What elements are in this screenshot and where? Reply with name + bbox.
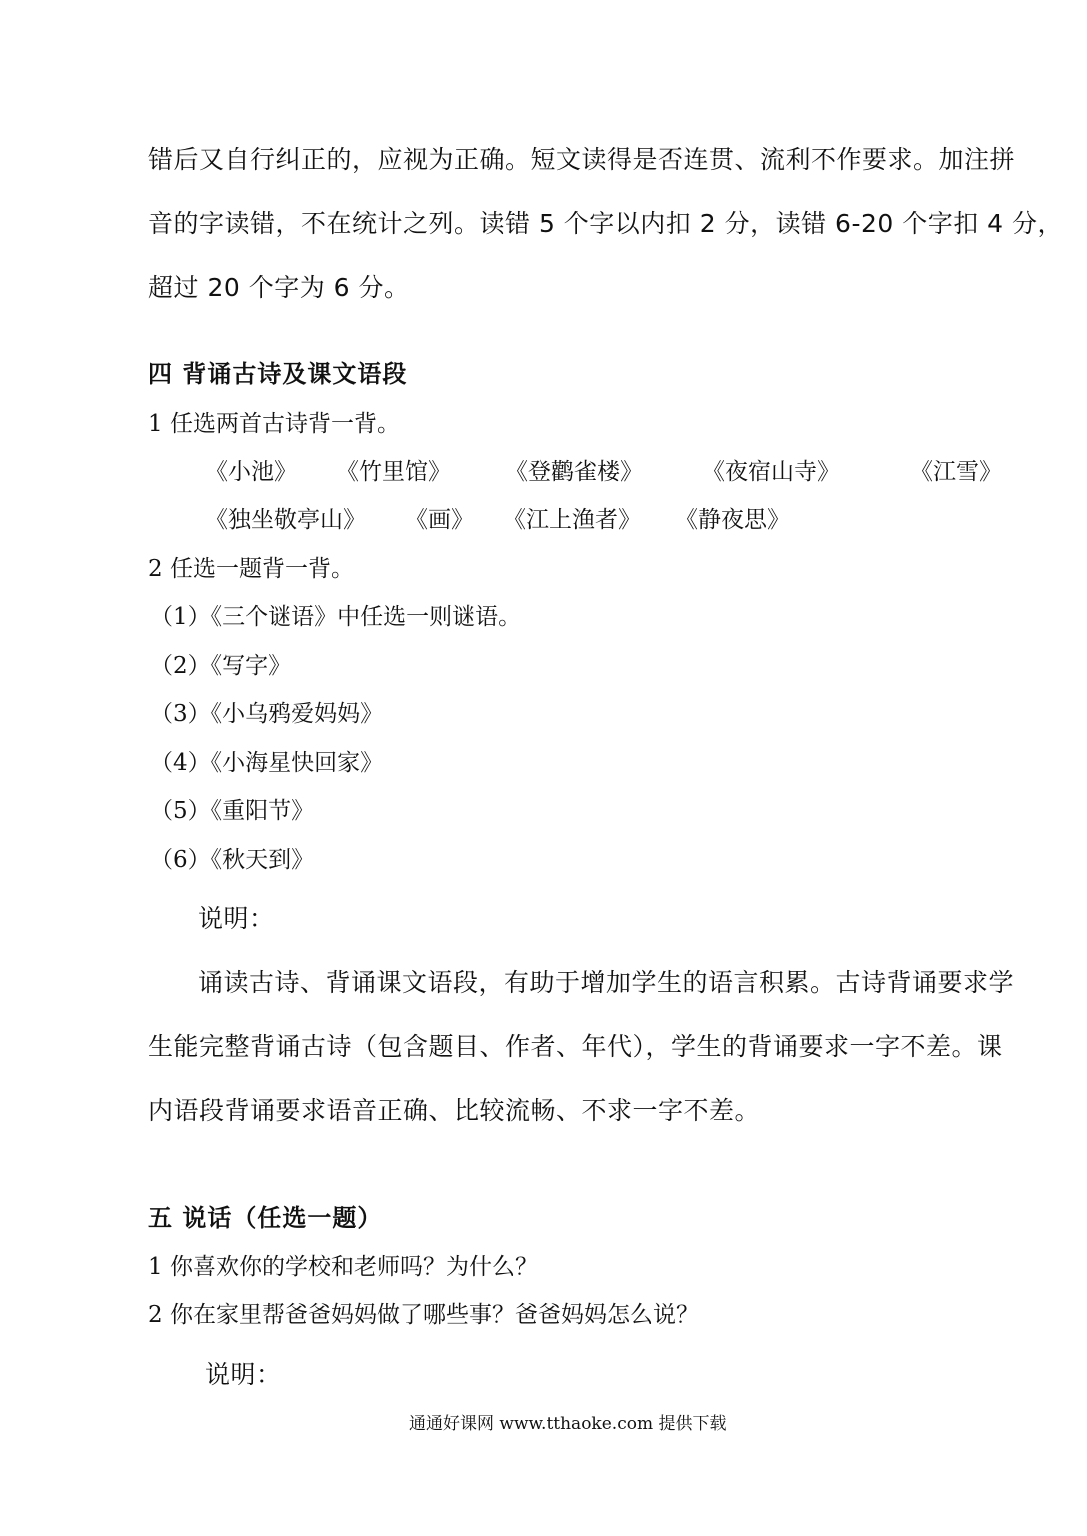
reading-note-line-3: 超过 20 个字为 6 分。	[148, 273, 410, 302]
section-5-item-1: 1 你喜欢你的学校和老师吗？为什么？	[148, 1254, 538, 1280]
page-footer: 通通好课网 www.tthaoke.com 提供下载	[409, 1414, 727, 1434]
section-5-note-label: 说明：	[205, 1360, 282, 1389]
section-4-item-1: 1 任选两首古诗背一背。	[148, 411, 400, 437]
recitation-option: （4）《小海星快回家》	[150, 750, 384, 776]
reading-note-line-1: 错后又自行纠正的，应视为正确。短文读得是否连贯、流利不作要求。加注拼	[148, 145, 1016, 174]
section-4-note-line-1: 诵读古诗、背诵课文语段，有助于增加学生的语言积累。古诗背诵要求学	[198, 968, 1015, 997]
poem-title: 《小池》	[205, 459, 297, 485]
recitation-option: （1）《三个谜语》中任选一则谜语。	[150, 604, 522, 630]
recitation-option: （6）《秋天到》	[150, 847, 315, 873]
poem-title: 《江雪》	[910, 459, 1002, 485]
recitation-option: （2）《写字》	[150, 653, 292, 679]
poem-title: 《江上渔者》	[503, 507, 641, 533]
poem-title: 《登鹳雀楼》	[505, 459, 643, 485]
section-5-item-2: 2 你在家里帮爸爸妈妈做了哪些事？爸爸妈妈怎么说？	[148, 1302, 699, 1328]
section-5-heading: 五 说话（任选一题）	[148, 1204, 383, 1232]
poem-title: 《画》	[405, 507, 474, 533]
section-4-heading: 四 背诵古诗及课文语段	[148, 360, 408, 388]
section-4-note-line-3: 内语段背诵要求语音正确、比较流畅、不求一字不差。	[148, 1096, 761, 1125]
recitation-option: （3）《小乌鸦爱妈妈》	[150, 701, 384, 727]
poem-title: 《竹里馆》	[336, 459, 451, 485]
section-4-note-label: 说明：	[198, 904, 275, 933]
section-4-item-2: 2 任选一题背一背。	[148, 556, 354, 582]
poem-title: 《独坐敬亭山》	[205, 507, 366, 533]
section-4-note-line-2: 生能完整背诵古诗（包含题目、作者、年代），学生的背诵要求一字不差。课	[148, 1032, 1003, 1061]
poem-title: 《静夜思》	[675, 507, 790, 533]
reading-note-line-2: 音的字读错，不在统计之列。读错 5 个字以内扣 2 分，读错 6-20 个字扣 4 分，	[148, 209, 1064, 238]
recitation-option: （5）《重阳节》	[150, 798, 315, 824]
poem-title: 《夜宿山寺》	[702, 459, 840, 485]
